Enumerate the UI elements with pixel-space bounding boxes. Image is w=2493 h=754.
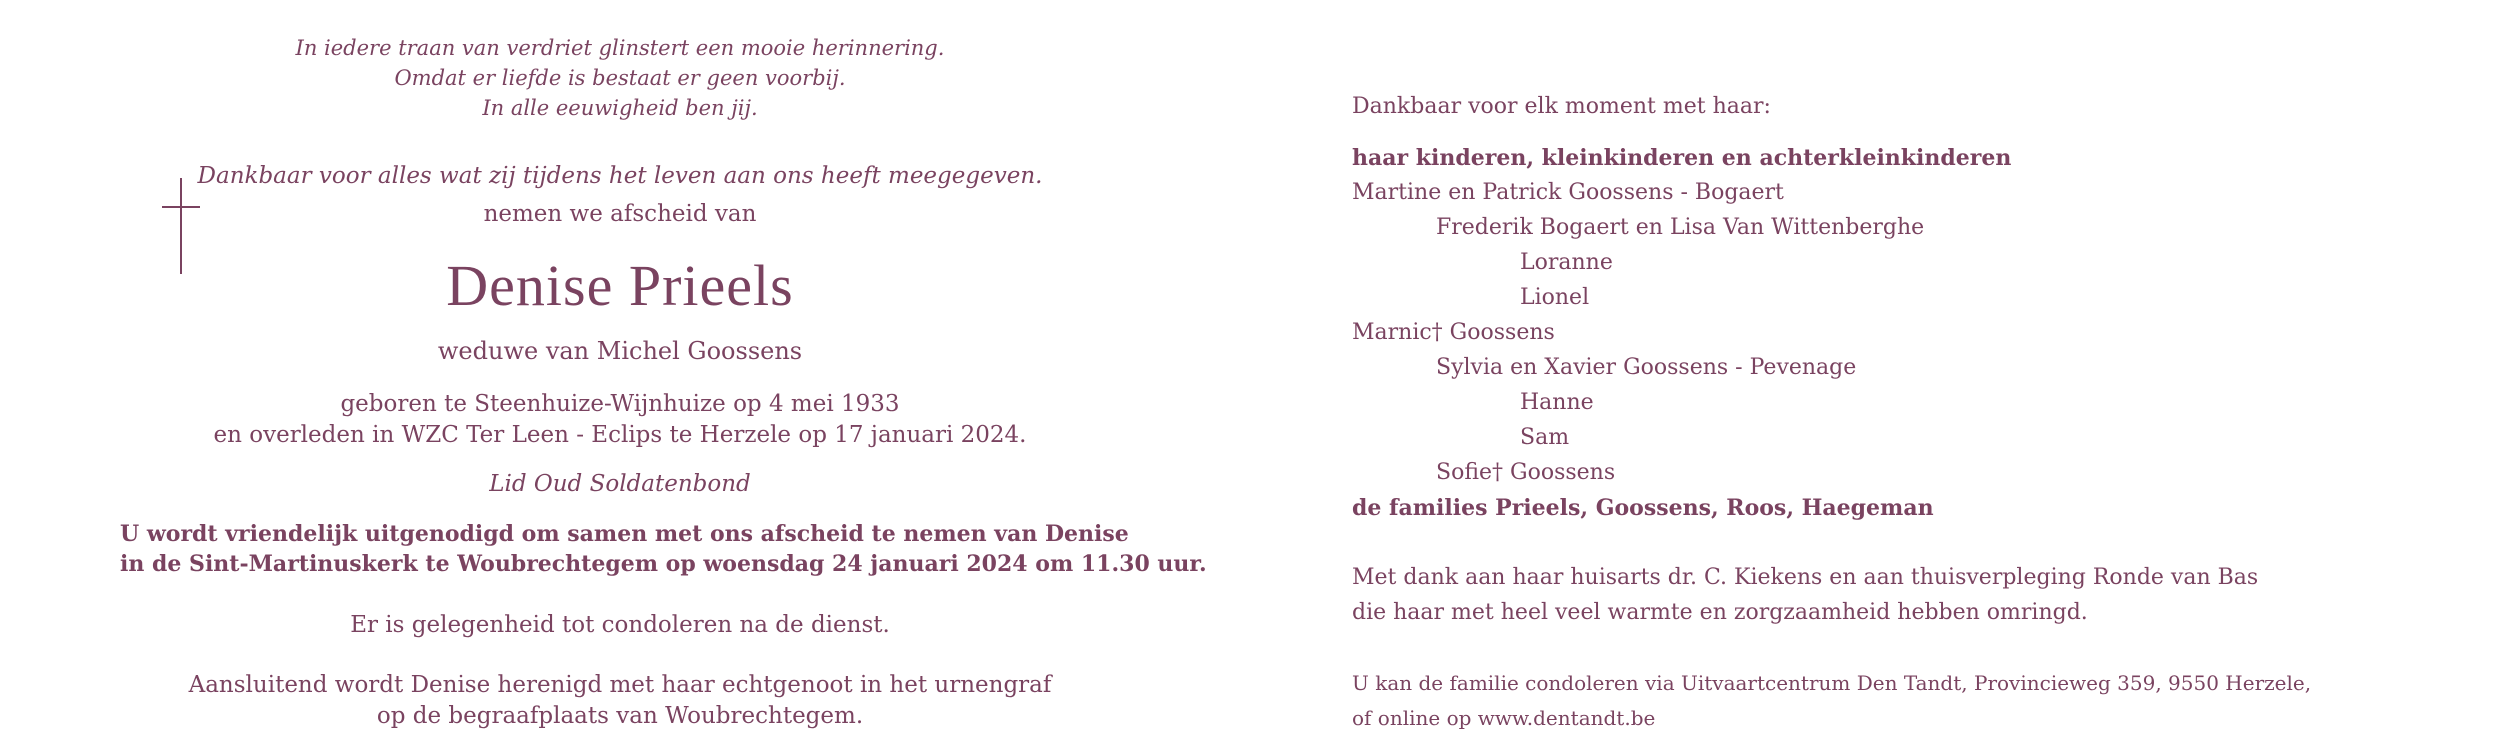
families-line: de families Prieels, Goossens, Roos, Haegeman [1352, 495, 1934, 521]
family-member: Loranne [1520, 250, 1613, 275]
family-member: Hanne [1520, 390, 1594, 415]
poem-line-3: In alle eeuwigheid ben jij. [482, 96, 758, 120]
burial-line-2: op de begraafplaats van Woubrechtegem. [376, 703, 864, 729]
deceased-name: Denise Prieels [446, 253, 794, 318]
contact-line-2[interactable]: of online op www.dentandt.be [1352, 706, 1656, 730]
widow-of: weduwe van Michel Goossens [437, 337, 803, 365]
left-panel [120, 0, 1207, 754]
farewell-intro: nemen we afscheid van [483, 201, 757, 227]
poem-line-1: In iedere traan van verdriet glinstert een mooie herinnering. [295, 36, 945, 60]
invitation-line-2: in de Sint-Martinuskerk te Woubrechtegem op woensdag 24 januari 2024 om 11.30 uur. [120, 551, 1207, 577]
condolence-note: Er is gelegenheid tot condoleren na de dienst. [350, 612, 890, 638]
thanks-line-2: die haar met heel veel warmte en zorgzaamheid hebben omringd. [1352, 600, 2088, 625]
death-line: en overleden in WZC Ter Leen - Eclips te Herzele op 17 januari 2024. [213, 422, 1027, 448]
right-panel [1352, 0, 2452, 754]
family-member: Martine en Patrick Goossens - Bogaert [1352, 180, 1784, 205]
family-member: Marnic† Goossens [1352, 320, 1555, 345]
family-member: Sam [1520, 425, 1570, 450]
invitation-line-1: U wordt vriendelijk uitgenodigd om samen met ons afscheid te nemen van Denise [120, 521, 1129, 547]
family-member: Sylvia en Xavier Goossens - Pevenage [1436, 355, 1857, 380]
burial-line-1: Aansluitend wordt Denise herenigd met haar echtgenoot in het urnengraf [188, 672, 1052, 698]
family-member: Sofie† Goossens [1436, 460, 1616, 485]
thanks-line-1: Met dank aan haar huisarts dr. C. Kiekens en aan thuisverpleging Ronde van Bas [1352, 565, 2259, 590]
family-intro: Dankbaar voor elk moment met haar: [1352, 94, 1771, 119]
gratitude-line: Dankbaar voor alles wat zij tijdens het leven aan ons heeft meegegeven. [197, 163, 1043, 189]
family-member: Frederik Bogaert en Lisa Van Wittenberghe [1436, 215, 1925, 240]
family-heading: haar kinderen, kleinkinderen en achterkleinkinderen [1352, 145, 2012, 171]
membership: Lid Oud Soldatenbond [489, 471, 751, 497]
family-member: Lionel [1520, 285, 1590, 310]
contact-line-1: U kan de familie condoleren via Uitvaartcentrum Den Tandt, Provincieweg 359, 9550 Herzele, [1352, 671, 2312, 695]
birth-line: geboren te Steenhuize-Wijnhuize op 4 mei 1933 [340, 391, 900, 417]
poem-line-2: Omdat er liefde is bestaat er geen voorbij. [394, 66, 846, 90]
